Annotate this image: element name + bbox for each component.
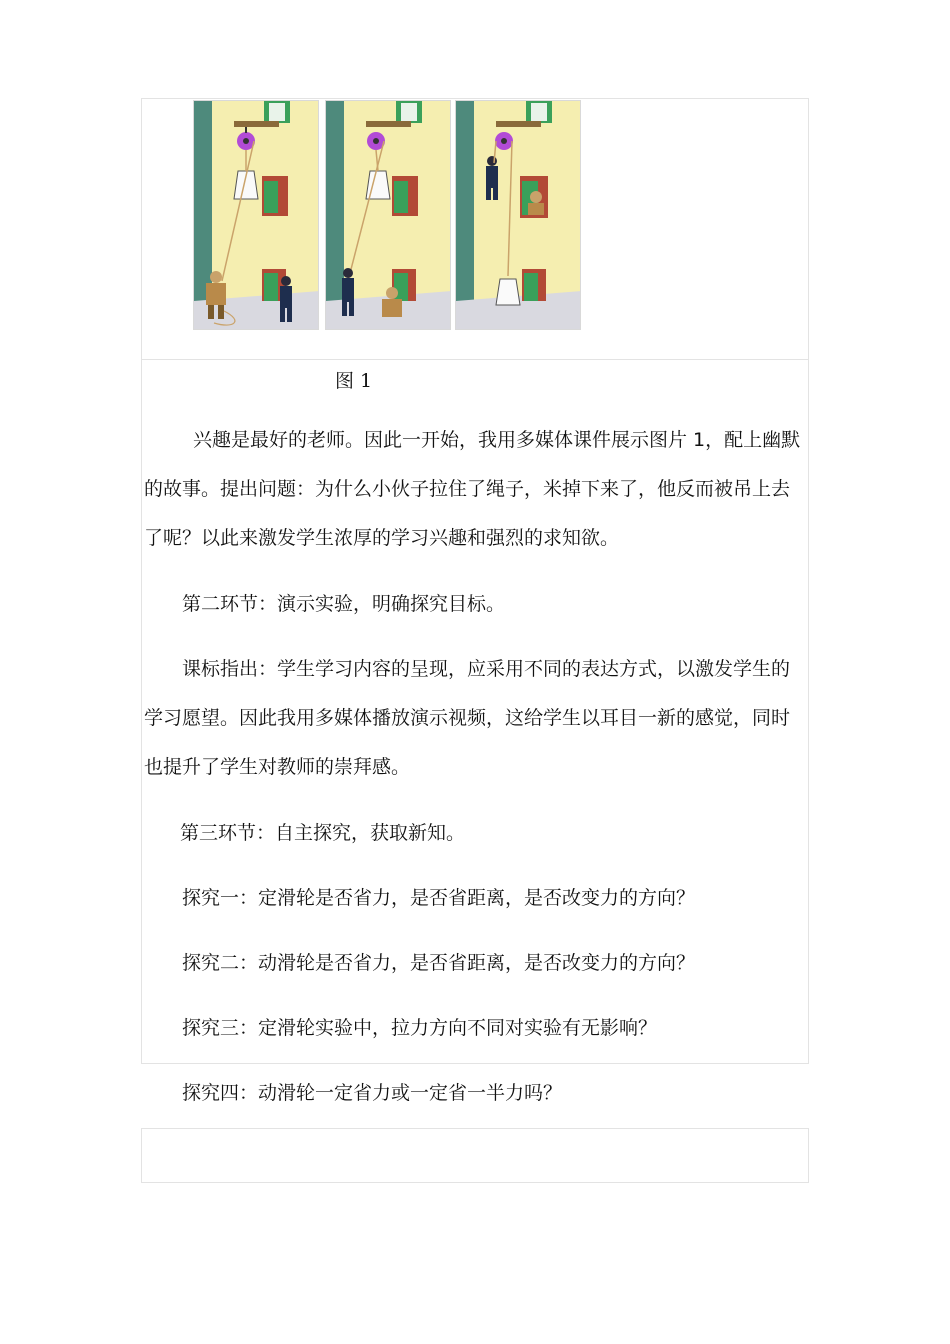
comic-panel-3: [455, 100, 581, 330]
comic-panel-2: [325, 100, 451, 330]
paragraph-2-line-3: 也提升了学生对教师的崇拜感。: [144, 756, 411, 778]
inquiry-3: 探究三：定滑轮实验中，拉力方向不同对实验有无影响？: [182, 1017, 658, 1039]
comic-panel-1: [193, 100, 319, 330]
paragraph-2-line-2: 学习愿望。因此我用多媒体播放演示视频，这给学生以耳目一新的感觉，同时: [144, 707, 791, 729]
section-heading-3: 第三环节：自主探究，获取新知。: [180, 822, 466, 844]
paragraph-1-line-3: 了呢？以此来激发学生浓厚的学习兴趣和强烈的求知欲。: [144, 527, 620, 549]
inquiry-4: 探究四：动滑轮一定省力或一定省一半力吗？: [182, 1082, 563, 1104]
inquiry-2: 探究二：动滑轮是否省力，是否省距离，是否改变力的方向？: [182, 952, 696, 974]
paragraph-1-line-2: 的故事。提出问题：为什么小伙子拉住了绳子，米掉下来了，他反而被吊上去: [144, 478, 791, 500]
section-heading-2: 第二环节：演示实验，明确探究目标。: [182, 593, 506, 615]
paragraph-2-line-1: 课标指出：学生学习内容的呈现，应采用不同的表达方式，以激发学生的: [182, 658, 791, 680]
table-frame-bottom: [141, 1128, 809, 1183]
inquiry-1: 探究一：定滑轮是否省力，是否省距离，是否改变力的方向？: [182, 887, 696, 909]
figure-caption: 图 1: [335, 370, 373, 392]
paragraph-1-line-1: 兴趣是最好的老师。因此一开始，我用多媒体课件展示图片 1，配上幽默: [193, 429, 801, 451]
